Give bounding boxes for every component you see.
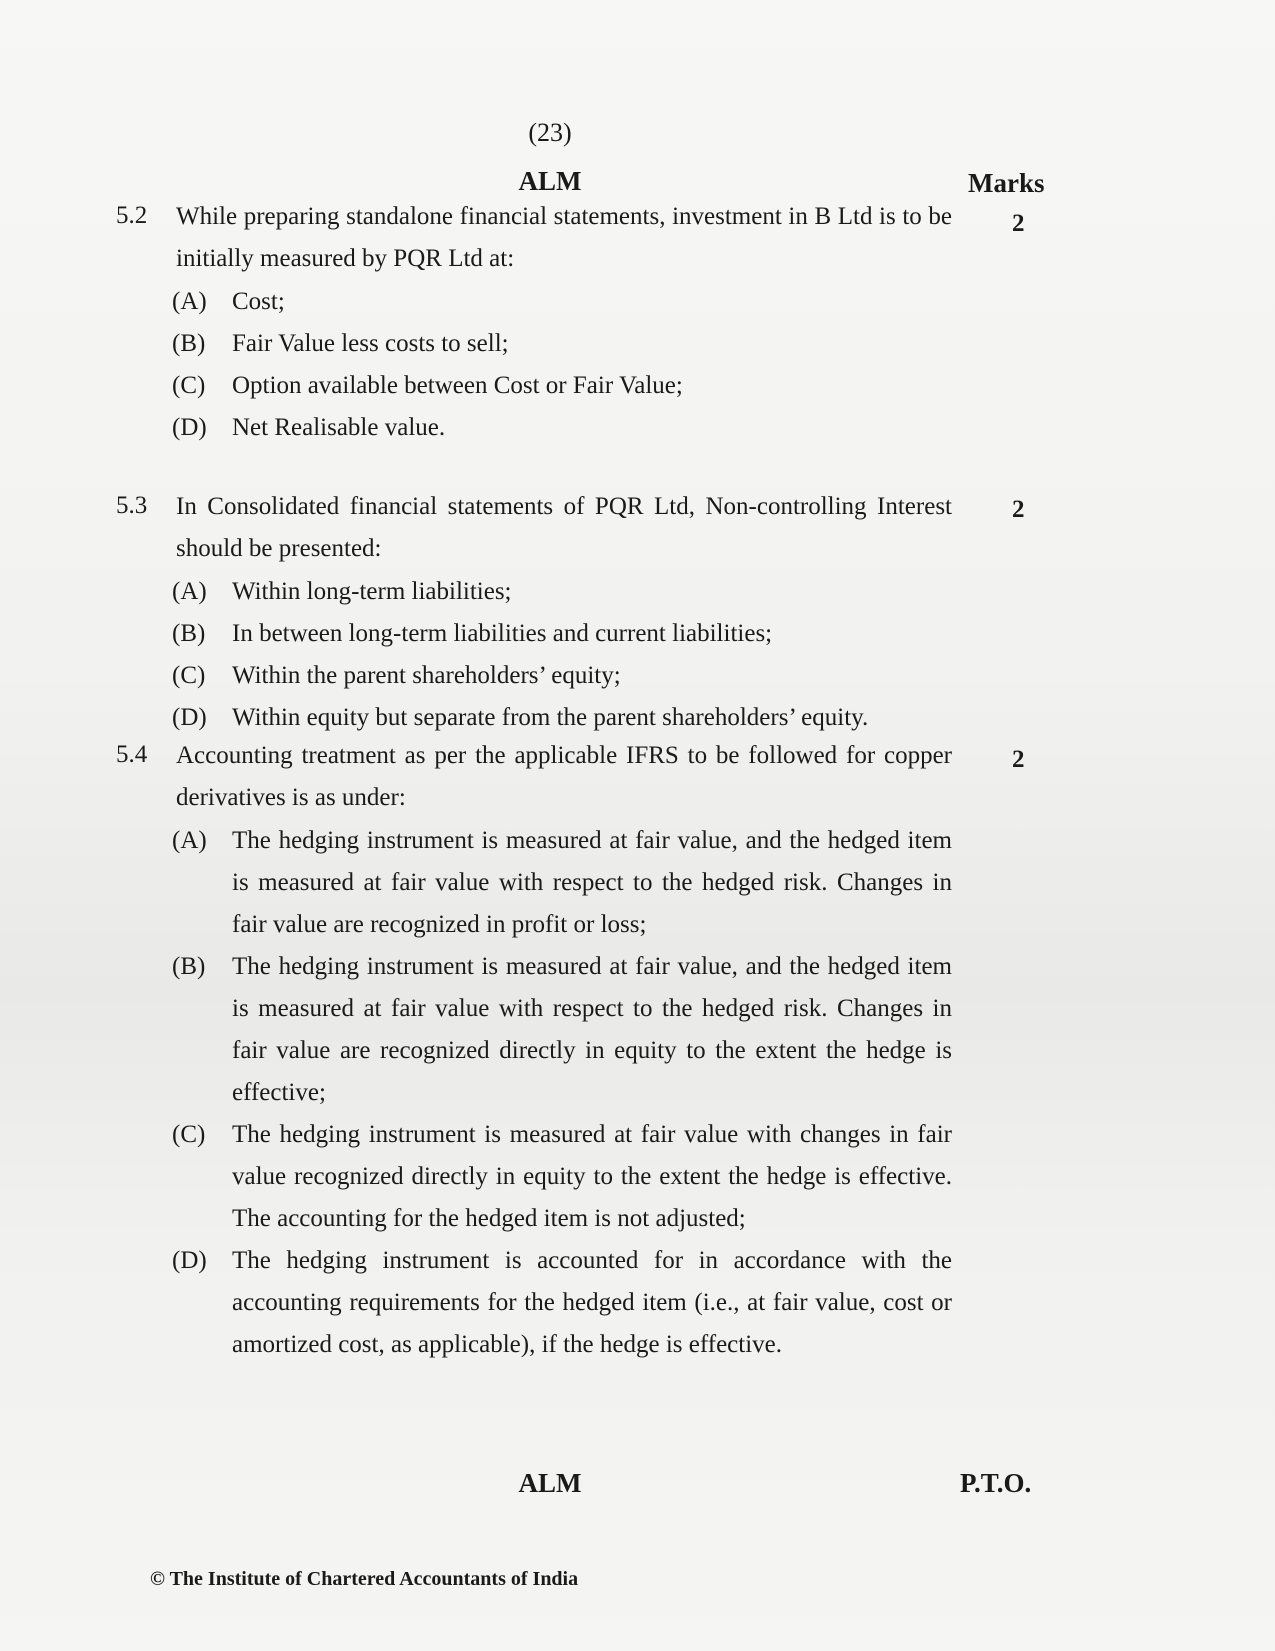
copyright-notice: © The Institute of Chartered Accountants of India [150,1568,579,1590]
option-a [172,820,952,946]
option-label: (B) [172,953,206,980]
page-number: (23) [528,118,572,147]
option-text: Fair Value less costs to sell; [232,330,509,357]
option-list [172,281,952,449]
option-text: The hedging instrument is measured at fair value, and the hedged item is measured at fair value with respect to the hedged risk. Changes in fair value are recognized directly in equity to the extent the hedge is effective; [232,953,952,1106]
please-turn-over: P.T.O. [960,1468,1032,1498]
option-d [172,1240,952,1366]
option-c [172,1114,952,1240]
question-text: Accounting treatment as per the applicable IFRS to be followed for copper derivatives is as under: [176,742,952,811]
option-label: (B) [172,620,206,647]
option-text: The hedging instrument is measured at fair value with changes in fair value recognized directly in equity to the extent the hedge is effective. The accounting for the hedged item is not adjusted; [232,1121,952,1232]
question-number: 5.2 [116,202,148,229]
question-marks: 2 [1012,210,1025,237]
option-b [172,613,952,655]
option-label: (A) [172,578,207,605]
question-text: In Consolidated financial statements of PQR Ltd, Non-controlling Interest should be presented: [176,493,952,562]
option-text: Within long-term liabilities; [232,578,512,605]
footer-paper-code: ALM [518,1468,582,1498]
option-d [172,697,952,739]
option-text: The hedging instrument is accounted for in accordance with the accounting requirements for the hedged item (i.e., at fair value, cost or amortized cost, as applicable), if the hedge is effective. [232,1247,952,1358]
option-label: (C) [172,372,206,399]
option-text: In between long-term liabilities and current liabilities; [232,620,773,647]
option-text: Within equity but separate from the parent shareholders’ equity. [232,704,869,731]
option-c [172,365,952,407]
option-label: (D) [172,414,207,441]
option-text: Within the parent shareholders’ equity; [232,662,621,689]
question-marks: 2 [1012,746,1025,773]
option-label: (B) [172,330,206,357]
option-a [172,571,952,613]
option-label: (A) [172,827,207,854]
option-text: Option available between Cost or Fair Value; [232,372,683,399]
option-label: (D) [172,1247,207,1274]
option-label: (D) [172,704,207,731]
option-label: (C) [172,1121,206,1148]
question-marks: 2 [1012,496,1025,523]
option-text: Cost; [232,288,285,315]
option-b [172,946,952,1114]
marks-column-header: Marks [968,168,1045,198]
option-text: The hedging instrument is measured at fair value, and the hedged item is measured at fair value with respect to the hedged risk. Changes in fair value are recognized in profit or loss; [232,827,952,938]
question-number: 5.3 [116,492,148,519]
header-paper-code: ALM [518,166,582,196]
question-number: 5.4 [116,741,148,768]
option-a [172,281,952,323]
option-c [172,655,952,697]
option-list [172,820,952,1366]
option-text: Net Realisable value. [232,414,446,441]
option-label: (A) [172,288,207,315]
question-text: While preparing standalone financial statements, investment in B Ltd is to be initially measured by PQR Ltd at: [176,203,952,272]
option-list [172,571,952,739]
option-b [172,323,952,365]
option-d [172,407,952,449]
option-label: (C) [172,662,206,689]
